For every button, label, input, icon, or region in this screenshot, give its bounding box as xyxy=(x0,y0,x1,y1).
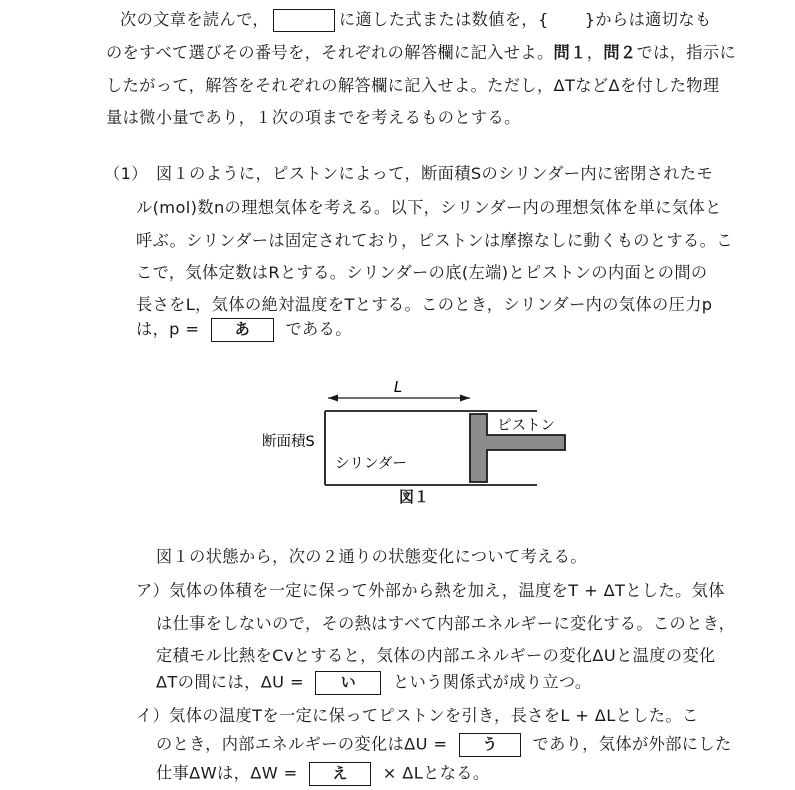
state-b-line-1 xyxy=(136,705,699,727)
body-text: 図１のように，ピストンによって，断面積Sのシリンダー内に密閉されたモ xyxy=(156,164,714,183)
intro-text: 量は微小量であり，１次の項までを考えるものとする。 xyxy=(106,108,521,127)
body-text: ΔTの間には，ΔU = xyxy=(156,672,304,692)
part1-line-5 xyxy=(136,294,712,316)
arrow-head-left xyxy=(328,395,338,402)
part1-line-6 xyxy=(136,318,352,342)
body-text: であり，気体が外部にした xyxy=(532,734,732,754)
state-b-line-3 xyxy=(156,762,489,786)
body-text: イ）気体の温度Tを一定に保ってピストンを引き，長さをL + ΔLとした。こ xyxy=(136,706,699,725)
state-a-line-1 xyxy=(136,580,725,602)
part1-line-2 xyxy=(136,197,722,219)
body-text: 図１の状態から，次の２通りの状態変化について考える。 xyxy=(156,547,587,566)
intro-line-3 xyxy=(106,75,719,97)
intro-text: のをすべて選びその番号を，それぞれの解答欄に記入せよ。 xyxy=(106,43,554,62)
body-text: 定積モル比熱をCvとすると，気体の内部エネルギーの変化ΔUと温度の変化 xyxy=(156,646,716,665)
intro-line-2 xyxy=(106,42,736,64)
intro-text: 次の文章を読んで， xyxy=(120,10,269,29)
state-a-line-4 xyxy=(156,671,591,695)
intro-line-4 xyxy=(106,107,521,129)
states-intro xyxy=(156,546,587,568)
part1-line-3 xyxy=(136,230,733,252)
intro-text: に適した式または数値を，{ xyxy=(338,10,549,29)
body-text: である。 xyxy=(285,319,352,339)
state-b-line-2 xyxy=(156,733,732,757)
figure-caption: 図１ xyxy=(399,488,430,506)
part1-number xyxy=(104,163,148,185)
part-number: （1） xyxy=(104,164,148,183)
intro-line-1 xyxy=(120,9,712,32)
cylinder-label: シリンダー xyxy=(335,456,407,472)
body-text: という関係式が成り立つ。 xyxy=(393,672,592,692)
body-text: 呼ぶ。シリンダーは固定されており，ピストンは摩擦なしに動くものとする。こ xyxy=(136,231,733,250)
body-text: 長さをL，気体の絶対温度をTとする。このとき，シリンダー内の気体の圧力p xyxy=(136,295,713,314)
intro-text: したがって，解答をそれぞれの解答欄に記入せよ。ただし，ΔTなどΔを付した物理 xyxy=(106,76,720,95)
intro-text: では，指示に xyxy=(636,43,737,62)
piston-label: ピストン xyxy=(497,418,555,434)
figure-1-diagram xyxy=(0,370,795,510)
question-label: 問２ xyxy=(603,43,637,62)
body-text: のとき，内部エネルギーの変化はΔU = xyxy=(156,734,448,754)
body-text: ア）気体の体積を一定に保って外部から熱を加え，温度をT + ΔTとした。気体 xyxy=(136,581,725,600)
answer-box-a: あ xyxy=(211,318,274,342)
area-label: 断面積S xyxy=(262,434,315,450)
body-text: × ΔLとなる。 xyxy=(382,763,490,783)
answer-box-e: え xyxy=(309,762,371,786)
length-label: L xyxy=(393,378,403,396)
arrow-head-right xyxy=(460,395,470,402)
intro-text: }からは適切なも xyxy=(584,10,712,29)
answer-box-i: い xyxy=(315,671,381,695)
intro-text: ， xyxy=(586,43,604,62)
answer-box-u: う xyxy=(459,733,521,757)
body-text: は，p = xyxy=(136,319,200,339)
body-text: は仕事をしないので，その熱はすべて内部エネルギーに変化する。このとき， xyxy=(156,614,736,633)
body-text: ル(mol)数nの理想気体を考える。以下，シリンダー内の理想気体を単に気体と xyxy=(136,198,722,217)
part1-line-1 xyxy=(156,163,713,185)
body-text: こで，気体定数はRとする。シリンダーの底(左端)とピストンの内面との間の xyxy=(136,263,708,282)
body-text: 仕事ΔWは，ΔW = xyxy=(156,763,298,783)
question-label: 問１ xyxy=(553,43,587,62)
state-a-line-2 xyxy=(156,613,735,635)
answer-blank-box xyxy=(273,9,335,32)
part1-line-4 xyxy=(136,262,708,284)
state-a-line-3 xyxy=(156,645,716,667)
